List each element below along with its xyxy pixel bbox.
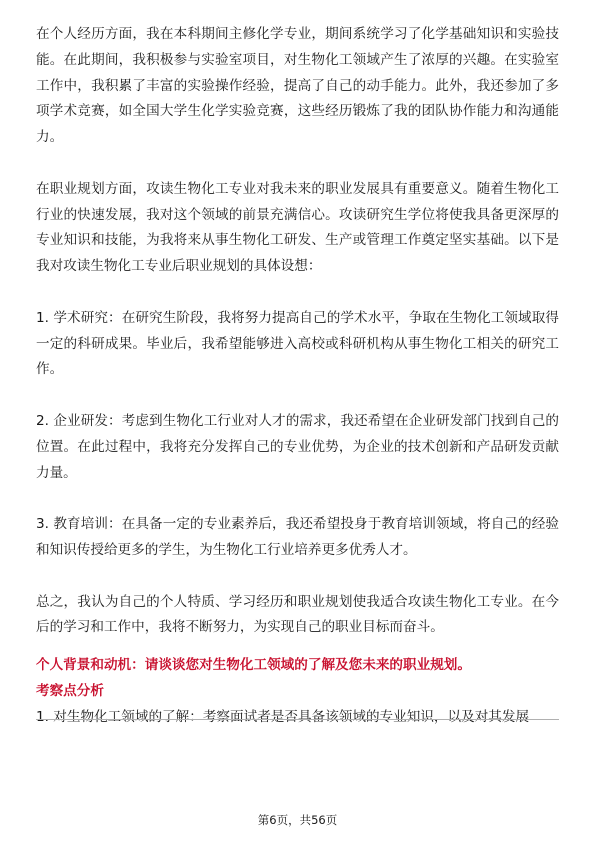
- analysis-item-1: 1. 对生物化工领域的了解：考察面试者是否具备该领域的专业知识，以及对其发展: [36, 708, 530, 725]
- paragraph-education-training: 3. 教育培训：在具备一定的专业素养后，我还希望投身于教育培训领域，将自己的经验和知识传授给更多的学生，为生物化工行业培养更多优秀人才。: [36, 516, 559, 558]
- paragraph-academic-research: 1. 学术研究：在研究生阶段，我将努力提高自己的学术水平，争取在生物化工领域取得一定的科研成果。毕业后，我希望能够进入高校或科研机构从事生物化工相关的研究工作。: [36, 309, 559, 378]
- paragraph-enterprise-rd: 2. 企业研发：考虑到生物化工行业对人才的需求，我还希望在企业研发部门找到自己的位置。在此过程中，我将充分发挥自己的专业优势，为企业的技术创新和产品研发贡献力量。: [36, 412, 559, 481]
- analysis-heading: 考察点分析: [36, 682, 104, 699]
- page-number: 第6页，共56页: [257, 813, 338, 827]
- paragraph-career-plan: 在职业规划方面，攻读生物化工专业对我未来的职业发展具有重要意义。随着生物化工行业的快速发展，我对这个领域的前景充满信心。攻读研究生学位将使我具备更深厚的专业知识和技能，为我将来从事生物化工研发、生产或管理工作奠定坚实基础。以下是我对攻读生物化工专业后职业规划的具体设想：: [36, 180, 559, 275]
- footer-divider: [36, 719, 559, 720]
- paragraph-experience: 在个人经历方面，我在本科期间主修化学专业，期间系统学习了化学基础知识和实验技能。在此期间，我积极参与实验室项目，对生物化工领域产生了浓厚的兴趣。在实验室工作中，我积累了丰富的实验操作经验，提高了自己的动手能力。此外，我还参加了多项学术竞赛，如全国大学生化学实验竞赛，这些经历锻炼了我的团队协作能力和沟通能力。: [36, 26, 559, 146]
- document-body: [36, 22, 559, 731]
- paragraph-conclusion: 总之，我认为自己的个人特质、学习经历和职业规划使我适合攻读生物化工专业。在今后的学习和工作中，我将不断努力，为实现自己的职业目标而奋斗。: [36, 593, 559, 636]
- question-heading: 个人背景和动机：请谈谈您对生物化工领域的了解及您未来的职业规划。: [36, 657, 471, 674]
